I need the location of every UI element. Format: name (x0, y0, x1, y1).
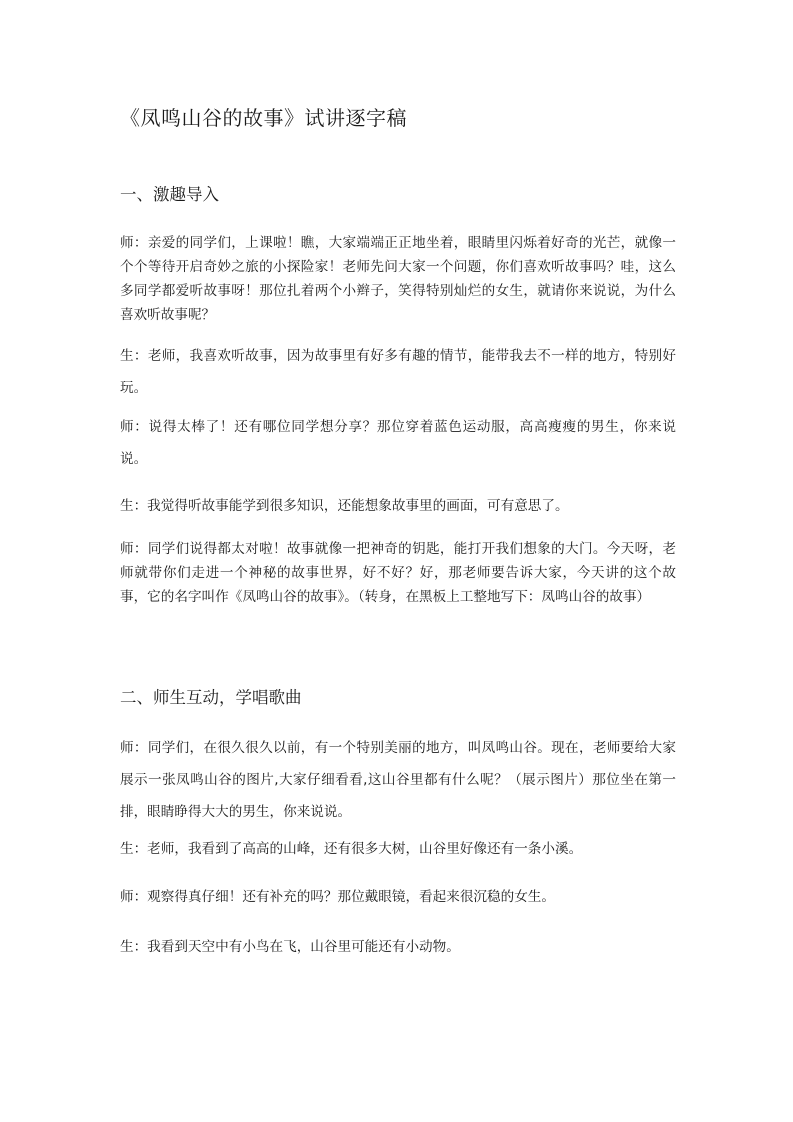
paragraph: 师：同学们，在很久很久以前，有一个特别美丽的地方，叫凤鸣山谷。现在，老师要给大家展示一张凤鸣山谷的图片,大家仔细看看,这山谷里都有什么呢？（展示图片）那位坐在第一排，眼睛睁得大大的男生，你来说说。 (120, 740, 676, 820)
paragraph: 师：说得太棒了！还有哪位同学想分享？那位穿着蓝色运动服，高高瘦瘦的男生，你来说说。 (120, 419, 676, 467)
paragraph: 生：老师，我看到了高高的山峰，还有很多大树，山谷里好像还有一条小溪。 (120, 841, 583, 857)
section-heading-1: 一、激趣导入 (120, 185, 219, 204)
paragraph: 生：老师，我喜欢听故事，因为故事里有好多有趣的情节，能带我去不一样的地方，特别好玩。 (120, 348, 676, 396)
paragraph: 师：观察得真仔细！还有补充的吗？那位戴眼镜，看起来很沉稳的女生。 (120, 889, 555, 905)
section-heading-2: 二、师生互动，学唱歌曲 (120, 688, 302, 707)
paragraph: 生：我看到天空中有小鸟在飞，山谷里可能还有小动物。 (120, 939, 460, 955)
paragraph: 师：亲爱的同学们，上课啦！瞧，大家端端正正地坐着，眼睛里闪烁着好奇的光芒，就像一个个等待开启奇妙之旅的小探险家！老师先问大家一个问题，你们喜欢听故事吗？哇，这么多同学都爱听故事呀！那位扎着两个小辫子，笑得特别灿烂的女生，就请你来说说，为什么喜欢听故事呢？ (120, 235, 676, 323)
paragraph: 生：我觉得听故事能学到很多知识，还能想象故事里的画面，可有意思了。 (120, 498, 569, 514)
document-title: 《凤鸣山谷的故事》试讲逐字稿 (120, 106, 407, 130)
paragraph: 师：同学们说得都太对啦！故事就像一把神奇的钥匙，能打开我们想象的大门。今天呀，老师就带你们走进一个神秘的故事世界，好不好？好，那老师要告诉大家，今天讲的这个故事，它的名字叫作《凤鸣山谷的故事》。（转身，在黑板上工整地写下：凤鸣山谷的故事） (120, 541, 676, 605)
